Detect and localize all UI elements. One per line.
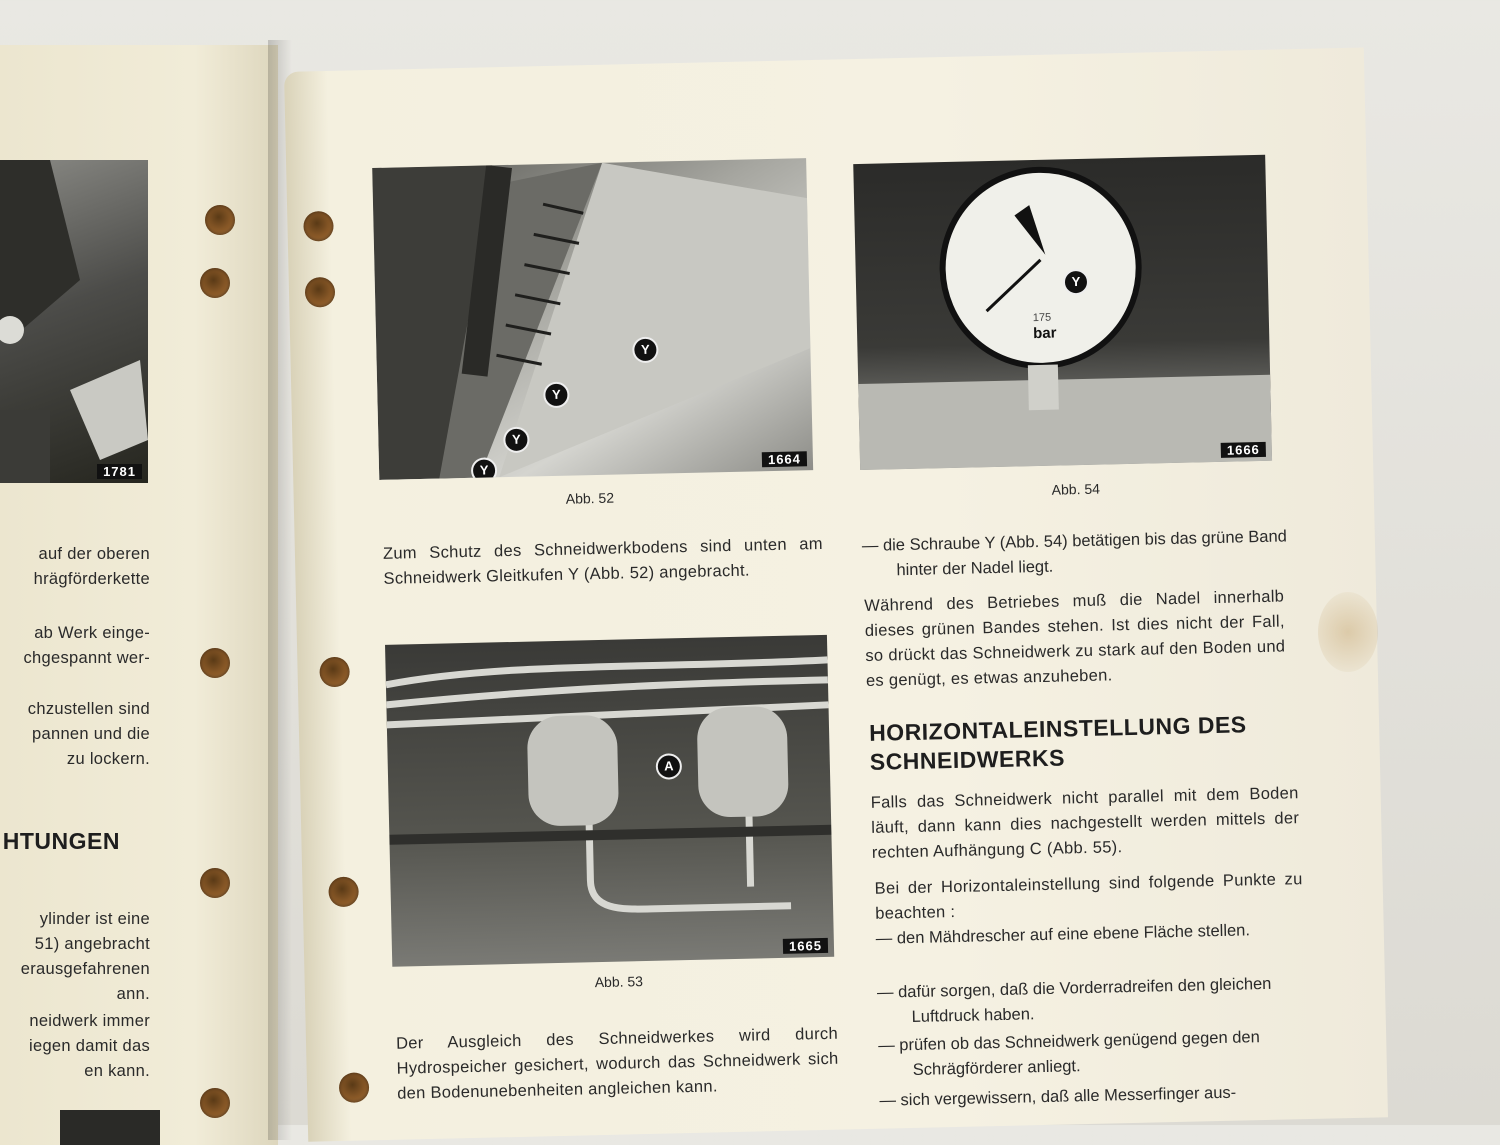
left-text-block-4 — [0, 907, 150, 1007]
section-heading — [869, 709, 1300, 777]
marker-y: Y — [471, 457, 498, 480]
text-line: hrägförderkette — [33, 570, 150, 588]
col2-para2: Falls das Schneidwerk nicht parallel mit dem Boden läuft, dann kann dies nachgestellt werden mittels der rechten Aufhängung C (Abb. 55). — [870, 784, 1300, 862]
list-item: — prüfen ob das Schneidwerk genügend gegen den Schrägförderer anliegt. — [878, 1028, 1260, 1079]
binder-hole — [303, 211, 334, 242]
text-line: erausgefahrenen — [20, 960, 150, 978]
marker-y: Y — [632, 337, 659, 364]
text-line: pannen und die — [32, 725, 150, 743]
gauge-value: 175 — [1032, 311, 1052, 325]
left-text-block-1 — [0, 542, 150, 592]
figure-53-photo — [385, 635, 834, 967]
binder-hole — [200, 268, 230, 298]
col2-para3: Bei der Horizontaleinstellung sind folgende Punkte zu beachten : — [874, 870, 1303, 923]
left-photo-illustration — [0, 160, 148, 483]
left-text-block-2 — [0, 621, 150, 671]
figure-52-caption: Abb. 52 — [565, 489, 615, 507]
figure-number: 1666 — [1221, 442, 1266, 458]
text-line: 51) angebracht — [34, 935, 150, 953]
marker-a: A — [656, 753, 683, 780]
text-line: zu lockern. — [66, 750, 150, 768]
marker-y: Y — [543, 382, 570, 409]
text-line: en kann. — [84, 1062, 150, 1080]
left-photo — [0, 160, 148, 483]
list-item: — den Mähdrescher auf eine ebene Fläche stellen. — [875, 921, 1251, 948]
figure-54-caption: Abb. 54 — [1051, 480, 1101, 498]
paper-stain — [1318, 592, 1378, 672]
binder-hole — [328, 877, 359, 908]
text-line: ylinder ist eine — [39, 910, 150, 928]
heading-line: SCHNEIDWERKS — [869, 744, 1066, 775]
binder-hole — [339, 1072, 370, 1103]
text-line: neidwerk immer — [29, 1012, 150, 1030]
figure-number: 1664 — [762, 451, 807, 467]
left-photo-bottom — [60, 1110, 160, 1145]
text-line: iegen damit das — [29, 1037, 150, 1055]
col1-para1: Zum Schutz des Schneidwerkbodens sind unten am Schneidwerk Gleitkufen Y (Abb. 52) angebracht. — [382, 534, 824, 588]
left-text-block-3 — [0, 697, 150, 772]
binder-hole — [200, 1088, 230, 1118]
col2-dash-item: — die Schraube Y (Abb. 54) betätigen bis das grüne Band hinter der Nadel liegt. — [861, 527, 1288, 580]
list-item: — dafür sorgen, daß die Vorderradreifen den gleichen Luftdruck haben. — [876, 974, 1272, 1027]
figure-53-caption: Abb. 53 — [594, 973, 644, 991]
figure-53-illustration — [385, 635, 834, 967]
figure-number: 1781 — [97, 464, 142, 479]
left-text-block-5 — [0, 1009, 150, 1084]
col2-para1: Während des Betriebes muß die Nadel innerhalb dieses grünen Bandes stehen. Ist dies nicht der Fall, so drückt das Schneidwerk zu stark auf den Boden und es genügt, es etwas anzuheben. — [864, 587, 1286, 690]
figure-number: 1665 — [783, 938, 828, 954]
marker-y: Y — [1063, 269, 1090, 296]
list-item: — sich vergewissern, daß alle Messerfinger aus- — [879, 1083, 1237, 1110]
text-line: ab Werk einge- — [34, 624, 150, 642]
left-page — [0, 45, 278, 1145]
marker-y: Y — [503, 427, 530, 454]
binder-hole — [200, 648, 230, 678]
figure-54-illustration — [853, 155, 1272, 470]
left-heading: HTUNGEN — [2, 828, 120, 854]
right-page — [284, 47, 1388, 1141]
binder-hole — [205, 205, 235, 235]
figure-52-photo — [372, 158, 813, 480]
col1-para2: Der Ausgleich des Schneidwerkes wird durch Hydrospeicher gesichert, wodurch das Schneidwerk sich den Bodenunebenheiten angleichen kann. — [395, 1024, 839, 1103]
binder-hole — [305, 277, 336, 308]
binder-hole — [319, 657, 350, 688]
binder-hole — [200, 868, 230, 898]
figure-52-illustration — [372, 158, 813, 480]
figure-54-photo — [853, 155, 1272, 470]
gauge-unit: bar — [1032, 324, 1057, 343]
text-line: ann. — [116, 985, 150, 1003]
text-line: auf der oberen — [38, 545, 150, 563]
text-line: chzustellen sind — [27, 700, 150, 718]
heading-line: HORIZONTALEINSTELLUNG DES — [868, 711, 1247, 746]
text-line: chgespannt wer- — [23, 649, 150, 667]
